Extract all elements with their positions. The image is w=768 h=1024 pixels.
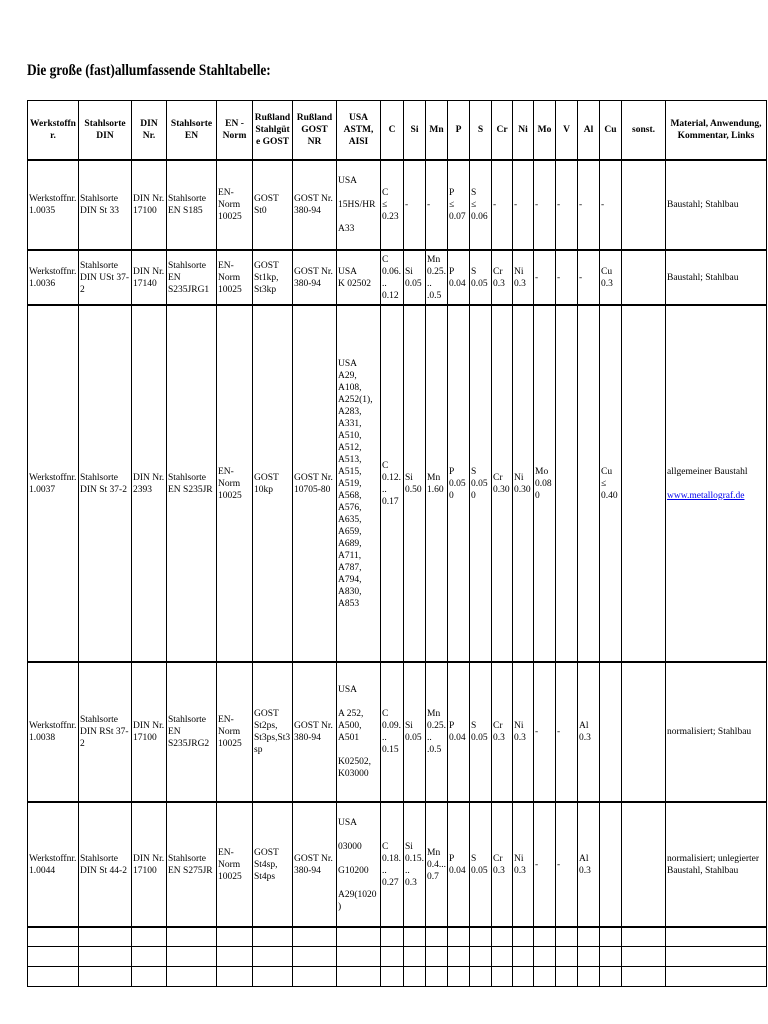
empty-cell [470, 946, 492, 966]
table-cell: C 0.18... 0.27 [381, 802, 404, 927]
table-cell: Werkstoffnr. 1.0037 [28, 305, 79, 662]
empty-cell [337, 946, 381, 966]
table-cell: EN-Norm 10025 [217, 802, 253, 927]
empty-cell [132, 966, 167, 986]
table-cell: S 0.05 [470, 250, 492, 305]
empty-cell [167, 946, 217, 966]
table-cell: USA A 252, A500, A501 K02502, K03000 [337, 662, 381, 802]
table-row [28, 160, 767, 250]
table-cell [600, 662, 622, 802]
table-cell: Baustahl; Stahlbau [666, 250, 767, 305]
table-cell: Stahlsorte DIN USt 37-2 [79, 250, 132, 305]
column-header: sonst. [622, 101, 666, 161]
empty-cell [404, 927, 426, 946]
table-cell: Ni 0.3 [513, 802, 534, 927]
table-cell: Mn 1.60 [426, 305, 448, 662]
column-header: USA ASTM, AISI [337, 101, 381, 161]
table-cell: Mo 0.080 [534, 305, 556, 662]
empty-cell [578, 927, 600, 946]
table-cell: - [556, 662, 578, 802]
empty-cell [426, 927, 448, 946]
empty-cell [28, 927, 79, 946]
empty-cell [217, 946, 253, 966]
table-cell: Stahlsorte DIN St 44-2 [79, 802, 132, 927]
table-cell: Cr 0.3 [492, 662, 513, 802]
table-cell [622, 305, 666, 662]
table-cell: GOST St4sp, St4ps [253, 802, 293, 927]
empty-cell [217, 927, 253, 946]
empty-cell [600, 946, 622, 966]
empty-cell [79, 927, 132, 946]
table-cell: P 0.04 [448, 662, 470, 802]
table-cell: normalisiert; Stahlbau [666, 662, 767, 802]
table-cell: GOST Nr. 380-94 [293, 802, 337, 927]
table-cell: Si 0.50 [404, 305, 426, 662]
table-cell: - [578, 250, 600, 305]
table-cell: DIN Nr. 17100 [132, 160, 167, 250]
empty-cell [622, 946, 666, 966]
table-cell: GOST St1kp, St3kp [253, 250, 293, 305]
column-header: Al [578, 101, 600, 161]
empty-cell [513, 927, 534, 946]
empty-cell [448, 946, 470, 966]
empty-cell [381, 966, 404, 986]
table-cell [622, 802, 666, 927]
table-cell: - [534, 662, 556, 802]
table-cell: C ≤ 0.23 [381, 160, 404, 250]
empty-cell [337, 927, 381, 946]
table-cell [622, 250, 666, 305]
table-cell [622, 662, 666, 802]
column-header: DIN Nr. [132, 101, 167, 161]
table-cell: C 0.12... 0.17 [381, 305, 404, 662]
table-cell: allgemeiner Baustahl www.metallograf.de [666, 305, 767, 662]
empty-cell [600, 927, 622, 946]
table-cell: GOST St2ps, St3ps,St3sp [253, 662, 293, 802]
table-cell: DIN Nr. 17100 [132, 662, 167, 802]
table-row [28, 802, 767, 927]
empty-cell [622, 966, 666, 986]
empty-cell [426, 966, 448, 986]
empty-cell [492, 946, 513, 966]
table-cell: P 0.04 [448, 802, 470, 927]
table-cell: Werkstoffnr. 1.0036 [28, 250, 79, 305]
empty-cell [492, 966, 513, 986]
table-cell: Stahlsorte EN S235JRG1 [167, 250, 217, 305]
table-cell: Stahlsorte DIN St 37-2 [79, 305, 132, 662]
table-cell: Si 0.05 [404, 250, 426, 305]
empty-cell [448, 927, 470, 946]
table-cell: EN-Norm 10025 [217, 160, 253, 250]
column-header: Mo [534, 101, 556, 161]
table-row [28, 662, 767, 802]
empty-cell [404, 946, 426, 966]
table-cell: Werkstoffnr. 1.0038 [28, 662, 79, 802]
table-cell: Ni 0.3 [513, 250, 534, 305]
table-cell: EN-Norm 10025 [217, 662, 253, 802]
empty-cell [534, 966, 556, 986]
empty-cell [556, 966, 578, 986]
header-row [28, 101, 767, 161]
table-cell: - [556, 802, 578, 927]
empty-cell [167, 966, 217, 986]
empty-cell [132, 946, 167, 966]
table-cell: Mn 0.25... .0.5 [426, 662, 448, 802]
table-row [28, 305, 767, 662]
table-cell: S 0.05 [470, 662, 492, 802]
table-cell: - [556, 250, 578, 305]
column-header: Werkstoffnr. [28, 101, 79, 161]
table-cell: GOST St0 [253, 160, 293, 250]
table-cell: - [404, 160, 426, 250]
table-cell: Werkstoffnr. 1.0044 [28, 802, 79, 927]
table-cell: - [556, 160, 578, 250]
empty-cell [337, 966, 381, 986]
table-cell: - [513, 160, 534, 250]
empty-row [28, 966, 767, 986]
empty-cell [381, 946, 404, 966]
table-cell: Stahlsorte EN S275JR [167, 802, 217, 927]
table-cell: S ≤ 0.06 [470, 160, 492, 250]
empty-cell [28, 966, 79, 986]
table-cell: DIN Nr. 2393 [132, 305, 167, 662]
table-cell: Al 0.3 [578, 802, 600, 927]
empty-row [28, 927, 767, 946]
empty-cell [556, 946, 578, 966]
table-cell: EN-Norm 10025 [217, 305, 253, 662]
table-cell: GOST Nr. 380-94 [293, 662, 337, 802]
empty-cell [513, 946, 534, 966]
table-cell: - [492, 160, 513, 250]
table-cell: DIN Nr. 17100 [132, 802, 167, 927]
table-cell: USA A29, A108, A252(1), A283, A331, A510, A512, A513, A515, A519, A568, A576, A635, A659, A689, A711, A787, A794, A830, A853 [337, 305, 381, 662]
column-header: EN - Norm [217, 101, 253, 161]
table-cell: GOST Nr. 380-94 [293, 250, 337, 305]
empty-cell [79, 966, 132, 986]
table-cell: - [534, 802, 556, 927]
column-header: Material, Anwendung, Kommentar, Links [666, 101, 767, 161]
empty-row [28, 946, 767, 966]
table-cell: P 0.04 [448, 250, 470, 305]
column-header: Ni [513, 101, 534, 161]
column-header: Si [404, 101, 426, 161]
column-header: Stahlsorte EN [167, 101, 217, 161]
table-cell: Ni 0.30 [513, 305, 534, 662]
column-header: Mn [426, 101, 448, 161]
table-cell: S 0.05 [470, 802, 492, 927]
empty-cell [132, 927, 167, 946]
table-cell: EN-Norm 10025 [217, 250, 253, 305]
empty-cell [666, 966, 767, 986]
table-cell: Cr 0.30 [492, 305, 513, 662]
table-cell: Stahlsorte DIN RSt 37-2 [79, 662, 132, 802]
empty-cell [79, 946, 132, 966]
empty-cell [578, 966, 600, 986]
empty-cell [470, 927, 492, 946]
column-header: V [556, 101, 578, 161]
empty-cell [448, 966, 470, 986]
empty-cell [217, 966, 253, 986]
table-cell: DIN Nr. 17140 [132, 250, 167, 305]
table-cell [556, 305, 578, 662]
metallograf-link[interactable]: www.metallograf.de [667, 490, 745, 501]
empty-cell [293, 946, 337, 966]
column-header: C [381, 101, 404, 161]
column-header: Cr [492, 101, 513, 161]
empty-cell [381, 927, 404, 946]
empty-cell [167, 927, 217, 946]
table-cell: Stahlsorte EN S235JRG2 [167, 662, 217, 802]
empty-cell [293, 927, 337, 946]
table-cell: Si 0.05 [404, 662, 426, 802]
empty-cell [253, 966, 293, 986]
table-cell: Stahlsorte EN S185 [167, 160, 217, 250]
table-cell: P ≤ 0.07 [448, 160, 470, 250]
column-header: P [448, 101, 470, 161]
table-cell: - [426, 160, 448, 250]
empty-cell [253, 927, 293, 946]
empty-cell [513, 966, 534, 986]
table-cell [578, 305, 600, 662]
table-cell [622, 160, 666, 250]
table-cell: Cu 0.3 [600, 250, 622, 305]
table-cell: Al 0.3 [578, 662, 600, 802]
table-cell: C 0.06... 0.12 [381, 250, 404, 305]
table-cell: P 0.050 [448, 305, 470, 662]
table-cell: USA 03000 G10200 A29(1020) [337, 802, 381, 927]
table-cell [600, 802, 622, 927]
empty-cell [578, 946, 600, 966]
table-cell: C 0.09... 0.15 [381, 662, 404, 802]
table-cell: GOST 10kp [253, 305, 293, 662]
table-cell: USA K 02502 [337, 250, 381, 305]
empty-cell [666, 927, 767, 946]
column-header: Stahlsorte DIN [79, 101, 132, 161]
empty-cell [470, 966, 492, 986]
empty-cell [600, 966, 622, 986]
empty-cell [556, 927, 578, 946]
page-title: Die große (fast)allumfassende Stahltabelle: [27, 62, 271, 79]
empty-cell [426, 946, 448, 966]
column-header: S [470, 101, 492, 161]
empty-cell [293, 966, 337, 986]
empty-cell [404, 966, 426, 986]
empty-cell [534, 927, 556, 946]
empty-cell [666, 946, 767, 966]
column-header: Cu [600, 101, 622, 161]
table-cell: USA 15HS/HR A33 [337, 160, 381, 250]
table-cell: Ni 0.3 [513, 662, 534, 802]
table-cell: normalisiert; unlegierter Baustahl, Stahlbau [666, 802, 767, 927]
empty-cell [28, 946, 79, 966]
empty-cell [534, 946, 556, 966]
table-cell: Cr 0.3 [492, 802, 513, 927]
steel-table [27, 100, 767, 987]
table-cell: Cr 0.3 [492, 250, 513, 305]
table-cell: - [600, 160, 622, 250]
empty-cell [492, 927, 513, 946]
table-row [28, 250, 767, 305]
table-cell: Cu ≤ 0.40 [600, 305, 622, 662]
table-cell: Stahlsorte DIN St 33 [79, 160, 132, 250]
column-header: Rußland Stahlgüte GOST [253, 101, 293, 161]
column-header: Rußland GOST NR [293, 101, 337, 161]
table-cell: - [578, 160, 600, 250]
table-cell: GOST Nr. 10705-80 [293, 305, 337, 662]
table-cell: Werkstoffnr. 1.0035 [28, 160, 79, 250]
table-cell: - [534, 160, 556, 250]
empty-cell [622, 927, 666, 946]
table-cell: Mn 0.25... .0.5 [426, 250, 448, 305]
table-cell: Stahlsorte EN S235JR [167, 305, 217, 662]
table-cell: Mn 0.4... 0.7 [426, 802, 448, 927]
table-cell: GOST Nr. 380-94 [293, 160, 337, 250]
table-cell: Baustahl; Stahlbau [666, 160, 767, 250]
table-cell: S 0.050 [470, 305, 492, 662]
table-cell: Si 0.15... 0.3 [404, 802, 426, 927]
table-cell: - [534, 250, 556, 305]
empty-cell [253, 946, 293, 966]
